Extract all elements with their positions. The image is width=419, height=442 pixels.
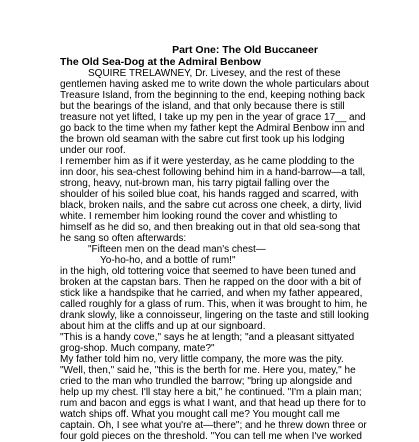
text-line: "This is a handy cove," says he at length; "and a pleasant sittyated bbox=[60, 332, 355, 343]
text-line: gentlemen having asked me to write down the whole particulars about bbox=[60, 79, 370, 90]
text-line: about him at the cliffs and up at our signboard. bbox=[60, 321, 266, 332]
text-line: "Well, then," said he, "this is the berth for me. Here you, matey," he bbox=[60, 365, 356, 376]
text-line: strong, heavy, nut-brown man, his tarry pigtail falling over the bbox=[60, 178, 330, 189]
chapter-title: The Old Sea-Dog at the Admiral Benbow bbox=[60, 56, 261, 68]
text-line: white. I remember him looking round the cover and whistling to bbox=[60, 211, 338, 222]
text-line: Yo-ho-ho, and a bottle of rum!" bbox=[100, 255, 236, 266]
text-line: I remember him as if it were yesterday, as he came plodding to the bbox=[60, 156, 355, 167]
text-line: captain. Oh, I see what you're at—there"; and he threw down three or bbox=[60, 420, 367, 431]
body-text bbox=[60, 68, 410, 442]
text-line: himself as he did so, and then breaking out in that old sea-song that bbox=[60, 222, 361, 233]
text-line: shoulder of his soiled blue coat, his hands ragged and scarred, with bbox=[60, 189, 359, 200]
text-line: Treasure Island, from the beginning to the end, keeping nothing back bbox=[60, 90, 365, 101]
text-line: watch ships off. What you mought call me? You mought call me bbox=[60, 409, 340, 420]
text-line: go back to the time when my father kept the Admiral Benbow inn and bbox=[60, 123, 365, 134]
text-line: treasure not yet lifted, I take up my pen in the year of grace 17__ and bbox=[60, 112, 366, 123]
text-line: rum and bacon and eggs is what I want, and that head up there for to bbox=[60, 398, 366, 409]
document-page bbox=[60, 44, 410, 442]
text-line: drank slowly, like a connoisseur, lingering on the taste and still looking bbox=[60, 310, 369, 321]
text-line: the brown old seaman with the sabre cut first took up his lodging bbox=[60, 134, 345, 145]
text-line: cried to the man who trundled the barrow; "bring up alongside and bbox=[60, 376, 353, 387]
text-line: stick like a handspike that he carried, and when my father appeared, bbox=[60, 288, 363, 299]
text-line: under our roof. bbox=[60, 145, 126, 156]
text-line: help up my chest. I'll stay here a bit," he continued. "I'm a plain man; bbox=[60, 387, 362, 398]
text-line: in the high, old tottering voice that seemed to have been tuned and bbox=[60, 266, 356, 277]
text-line: called roughly for a glass of rum. This, when it was brought to him, he bbox=[60, 299, 368, 310]
part-title: Part One: The Old Buccaneer bbox=[172, 44, 318, 56]
text-line: but the bearings of the island, and that only because there is still bbox=[60, 101, 345, 112]
text-line: inn door, his sea-chest following behind him in a hand-barrow—a tall, bbox=[60, 167, 366, 178]
text-line: broken at the capstan bars. Then he rapped on the door with a bit of bbox=[60, 277, 362, 288]
text-line: black, broken nails, and the sabre cut across one cheek, a dirty, livid bbox=[60, 200, 362, 211]
text-line: SQUIRE TRELAWNEY, Dr. Livesey, and the rest of these bbox=[88, 68, 341, 79]
text-line: four gold pieces on the threshold. "You can tell me when I've worked bbox=[60, 431, 362, 442]
text-line: My father told him no, very little company, the more was the pity. bbox=[60, 354, 344, 365]
text-line: he sang so often afterwards: bbox=[60, 233, 187, 244]
text-line: "Fifteen men on the dead man's chest— bbox=[88, 244, 266, 255]
text-line: grog-shop. Much company, mate?" bbox=[60, 343, 215, 354]
